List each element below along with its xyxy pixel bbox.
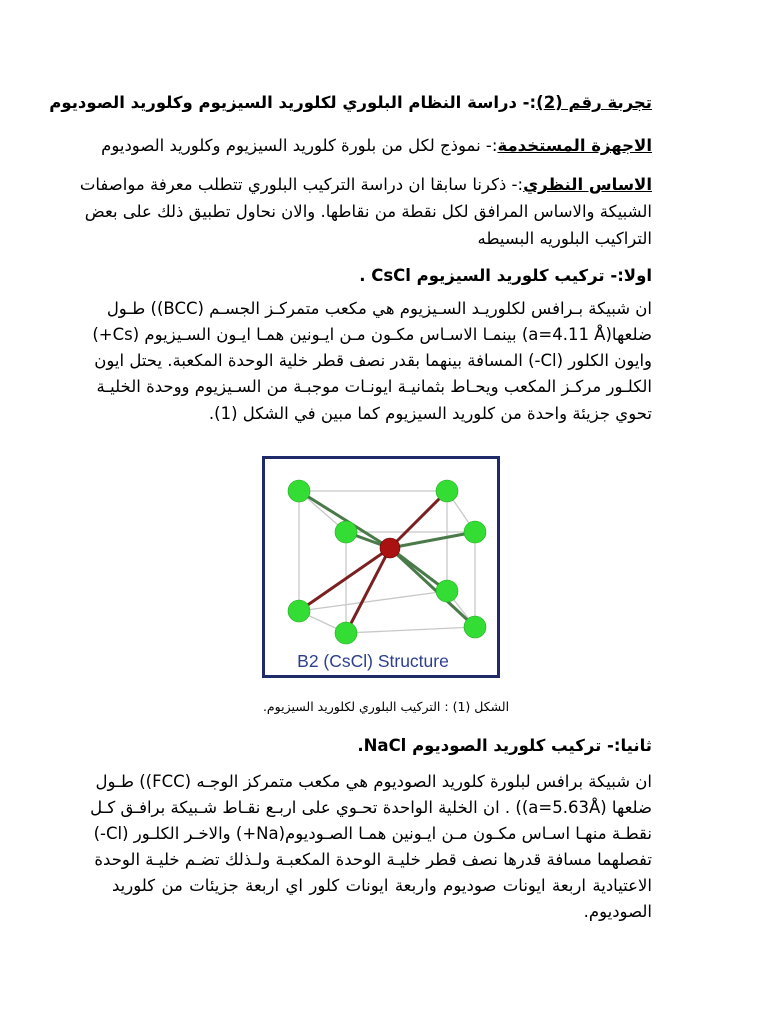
theory-line-3: التراكيب البلوريه البسيطه [477,229,652,248]
experiment-number: تجربة رقم (2) [536,93,652,112]
corner-atom [464,521,486,543]
section2-line-4: تفصلهما مسافة قدرها نصف قطر خليـة الوحدة المكعبـة ولـذلك تضـم خليـة الوحدة [94,850,652,869]
corner-atom [335,521,357,543]
section2-line-2: ضلعها (a=5.63Å)) . ان الخلية الواحدة تحـوي على اربـع نقـاط شـبيكة برافـق كـل [90,798,652,817]
equipment-text: :- نموذج لكل من بلورة كلوريد السيزيوم وكلوريد الصوديوم [101,136,498,155]
section2-line-6: الصوديوم. [583,902,652,921]
corner-atom [335,622,357,644]
section2-line-1: ان شبيكة برافس لبلورة كلوريد الصوديوم هي مكعب متمركز الوجـه (FCC)) طـول [95,772,652,791]
structure-label: B2 (CsCl) Structure [297,651,449,671]
section2-line-5: الاعتيادية اربعة ايونات صوديوم واربعة ايونات كلور اي اربعة جزيئات من كلوريد [112,876,652,895]
equipment-line [101,133,652,159]
theory-line-1 [79,172,652,198]
center-atom [380,538,400,558]
section1-line-3: وايون الكلور (Cl-) المسافة بينهما بقدر نصف قطر خلية الوحدة المكعبة. يحتل ايون [94,351,652,370]
theory-text-1: :- ذكرنا سابقا ان دراسة التركيب البلوري تتطلب معرفة مواصفات [79,175,524,194]
section2-line-3: نقطـة منهـا اسـاس مكـون مـن ايـونين همـا الصـوديوم(Na+) والاخـر الكلـور (Cl-) [93,824,652,843]
section1-line-2: ضلعها(a=4.11 Å) بينمـا الاسـاس مكـون مـن ايـونين همـا ايـون السـيزيوم (Cs+) [92,325,652,344]
cube-edges [299,491,475,633]
bonds [299,491,475,633]
theory-label: الاساس النظري [523,175,652,194]
section1-line-1: ان شبيكة بـرافس لكلوريـد السـيزيوم هي مكعب متمركـز الجسـم (BCC)) طـول [106,299,652,318]
cscl-structure-figure [262,456,500,678]
theory-line-2: الشبيكة والاساس المرافق لكل نقطة من نقاطها. والان نحاول تطبيق ذلك على بعض [84,202,652,221]
section2-heading: ثانيا:- تركيب كلوريد الصوديوم NaCl. [357,736,652,755]
corner-atom [288,600,310,622]
experiment-title-text: :- دراسة النظام البلوري لكلوريد السيزيوم وكلوريد الصوديوم [49,93,537,112]
cscl-structure-diagram [265,459,497,675]
corner-atom [464,616,486,638]
section1-line-5: تحوي جزيئة واحدة من كلوريد السيزيوم كما مبين في الشكل (1). [208,404,652,423]
corner-atom [436,480,458,502]
section1-heading: اولا:- تركيب كلوريد السيزيوم CsCl . [359,266,652,285]
equipment-label: الاجهزة المستخدمة [497,136,652,155]
corner-atom [436,580,458,602]
experiment-title [49,90,652,116]
corner-atom [288,480,310,502]
section1-line-4: الكلـور مركـز المكعب ويحـاط بثمانيـة ايونـات موجبـة من السـيزيوم ووحدة الخليـة [96,377,652,396]
figure1-caption: الشكل (1) : التركيب البلوري لكلوريد السيزيوم. [262,699,510,714]
